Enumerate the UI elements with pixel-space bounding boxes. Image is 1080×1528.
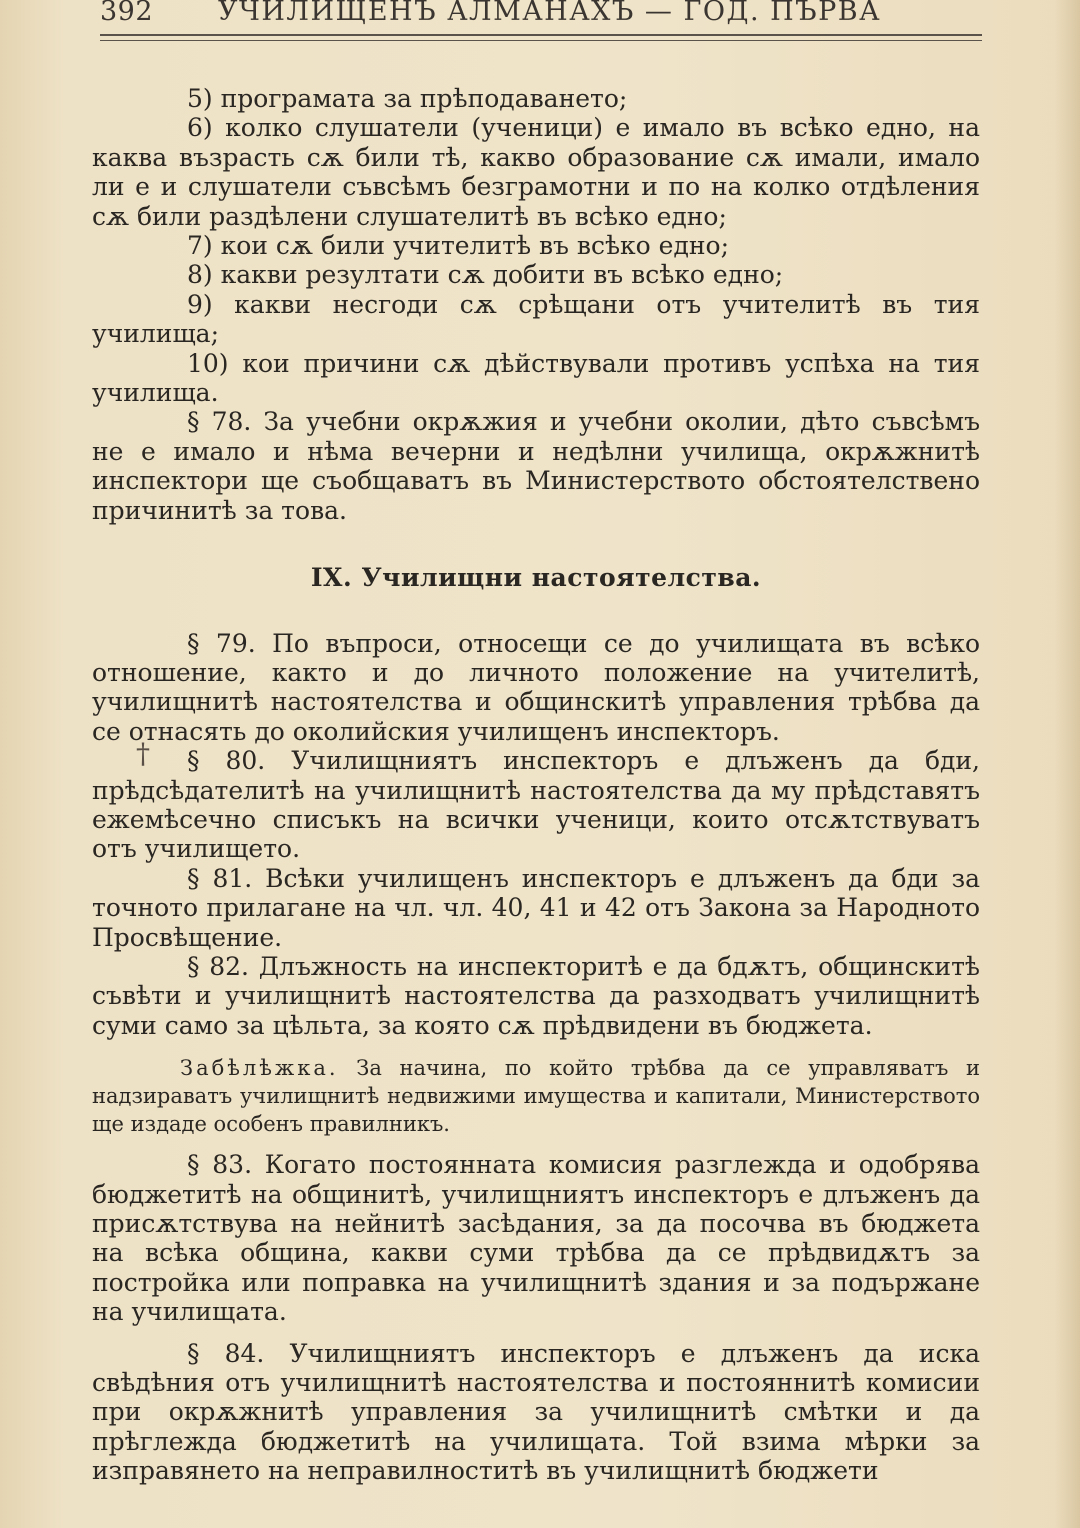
- list-item-10: 10) кои причини сѫ дѣйствували противъ успѣха на тия училища.: [92, 348, 980, 408]
- header-rule-thin: [100, 40, 982, 41]
- note-text: За начина, по който трѣбва да се управляватъ и надзираватъ училищнитѣ недвижими имущества и капитали, Министерството ще издаде особенъ правилникъ.: [92, 1056, 980, 1137]
- page-edge-stain: [1054, 0, 1080, 1528]
- list-item-6: 6) колко слушатели (ученици) е имало въ всѣко едно, на каква възрасть сѫ били тѣ, какво образование сѫ имали, имало ли е и слушатели съвсѣмъ безграмотни и по на колко отдѣления сѫ били раздѣлени слушателитѣ въ всѣко едно;: [92, 113, 980, 231]
- note-label: Забѣлѣжка.: [180, 1056, 339, 1081]
- list-item-9: 9) какви несгоди сѫ срѣщани отъ учителитѣ въ тия училища;: [92, 289, 980, 349]
- list-item-5: 5) програмата за прѣподаването;: [187, 84, 628, 113]
- paragraph-79: § 79. По въпроси, относещи се до училищата въ всѣко отношение, както и до личното положение на учителитѣ, училищнитѣ настоятелства и общинскитѣ управления трѣбва да се отнасять до околийския училищенъ инспекторъ.: [92, 628, 980, 746]
- page-body: [92, 84, 980, 1486]
- page-header: [100, 0, 985, 34]
- list-item-7: 7) кои сѫ били учителитѣ въ всѣко едно;: [187, 231, 729, 261]
- paragraph-78: § 78. За учебни окрѫжия и учебни околии, дѣто съвсѣмъ не е имало и нѣма вечерни и недѣлни училища, окрѫжнитѣ инспектори ще съобщаватъ въ Министерството обстоятелствено причинитѣ за това.: [92, 407, 980, 525]
- paragraph-84: § 84. Училищниятъ инспекторъ е длъженъ да иска свѣдѣния отъ училищнитѣ настоятелства и постояннитѣ комисии при окрѫжнитѣ управления за училищнитѣ смѣтки и да прѣглежда бюджетитѣ на училищата. Той взима мѣрки за изправянето на неправилноститѣ въ училищнитѣ бюджети: [92, 1338, 980, 1486]
- paragraph-82: § 82. Длъжность на инспекторитѣ е да бдѫтъ, общинскитѣ съвѣти и училищнитѣ настоятелства да разходватъ училищнитѣ суми само за цѣльта, за която сѫ прѣдвидени въ бюджета.: [92, 951, 980, 1040]
- paragraph-81: § 81. Всѣки училищенъ инспекторъ е длъженъ да бди за точното прилагане на чл. чл. 40, 41 и 42 отъ Закона за Народното Просвѣщение.: [92, 863, 980, 952]
- note: [92, 1054, 980, 1138]
- section-title: IX. Училищни настоятелства.: [310, 563, 762, 593]
- paragraph-83: § 83. Когато постоянната комисия разглежда и одобрява бюджетитѣ на общинитѣ, училищниятъ инспекторъ е длъженъ да присѫтствува на нейнитѣ засѣдания, за да посочва въ бюджета на всѣка община, какви суми трѣбва да се прѣдвидѫтъ за постройка или поправка на училищнитѣ здания и за подържане на училищата.: [92, 1150, 980, 1327]
- paragraph-80: § 80. Училищниятъ инспекторъ е длъженъ да бди, прѣдсѣдателитѣ на училищнитѣ настоятелства да му прѣдставятъ ежемѣсечно списъкъ на всички ученици, които отсѫтствуватъ отъ училището.: [92, 746, 980, 864]
- list-item-8: 8) какви резултати сѫ добити въ всѣко едно;: [187, 260, 784, 290]
- margin-cross-mark: †: [136, 737, 150, 770]
- header-rule-thick: [100, 34, 982, 36]
- running-title: УЧИЛИЩЕНЪ АЛМАНАХЪ — ГОД. ПЪРВА: [218, 0, 882, 27]
- page-number: 392: [100, 0, 154, 27]
